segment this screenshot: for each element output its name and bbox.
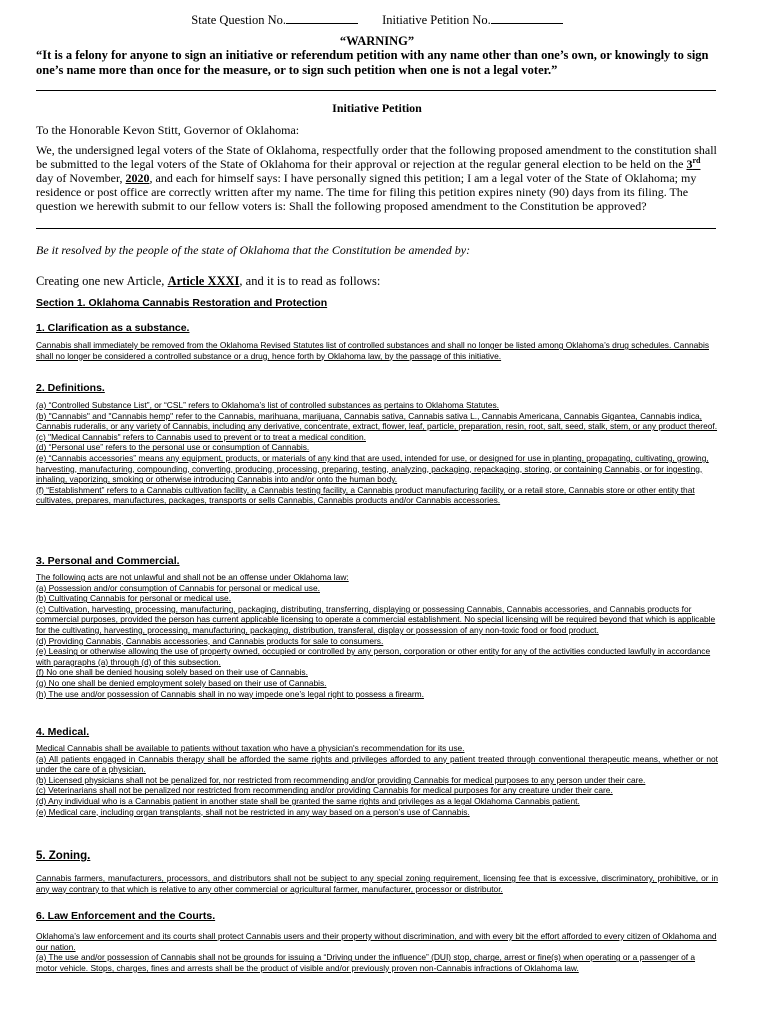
- definition-item: (d) “Personal use” refers to the personal use or consumption of Cannabis.: [36, 442, 310, 453]
- definition-item: (b) "Cannabis" and "Cannabis hemp" refer to the Cannabis, marihuana, marijuana, Cannabis sativa, Cannabis sativa L., Cannabis Americana, Cannabis Gigantea, Cannabis indica, Cannabis ruderalis, or any variety of Cannabis, including any derivative, concentrate, extract, flower, leaf, particle, preparation, resin, root, salt, seed, stalk, stem, or any product thereof.: [36, 410, 718, 432]
- definition-item: (c) "Medical Cannabis" refers to Cannabis used to prevent or to treat a medical condition.: [36, 431, 366, 442]
- definition-item: (a) “Controlled Substance List”, or “CSL” refers to Oklahoma’s list of controlled substances as pertains to Oklahoma Statutes.: [36, 400, 500, 410]
- permitted-act: (h) The use and/or possession of Cannabis shall in no way impede one’s legal right to possess a firearm.: [36, 688, 424, 699]
- clause-6-intro: Oklahoma’s law enforcement and its courts shall protect Cannabis users and their property without discrimination, and with every bit the effort afforded to every citizen of Oklahoma and our nation.: [36, 931, 717, 952]
- medical-item: (e) Medical care, including organ transplants, shall not be restricted in any way based on a person’s use of Cannabis.: [36, 806, 470, 817]
- clause-2-heading: 2. Definitions.: [36, 382, 105, 394]
- warning-text: “It is a felony for anyone to sign an initiative or referendum petition with any name other than one’s own, or knowingly to sign one’s name more than once for the measure, or to sign such petition when one is not a legal voter.”: [36, 48, 709, 77]
- clause-3-list: [36, 572, 718, 699]
- permitted-act: (a) Possession and/or consumption of Cannabis for personal or medical use.: [36, 582, 320, 593]
- warning-title: “WARNING”: [339, 34, 415, 48]
- state-question-blank: [286, 12, 358, 24]
- permitted-act: (b) Cultivating Cannabis for personal or medical use.: [36, 593, 232, 604]
- divider: [36, 90, 716, 91]
- clause-4-intro: Medical Cannabis shall be available to patients without taxation who have a physician's recommendation for its use.: [36, 743, 465, 753]
- divider: [36, 228, 716, 229]
- clause-4-list: [36, 743, 718, 817]
- addressee-line: To the Honorable Kevon Stitt, Governor of Oklahoma:: [36, 123, 300, 137]
- law-item: (a) The use and/or possession of Cannabis shall not be grounds for issuing a “Driving under the influence” (DUI) stop, charge, arrest or fine(s) when operating or a passenger of a motor vehicle. Stops, charges, fines and arrests shall be the product of visible and/or previously proven non-Cannabis infractions of Oklahoma law.: [36, 952, 696, 973]
- permitted-act: (c) Cultivation, harvesting, processing, manufacturing, packaging, distributing, transferring, displaying or possessing Cannabis, Cannabis accessories, and Cannabis products for commercial purposes, provided the person has current applicable licensing to operate a commercial establishment. No special licensing will be required beyond that which is applicable for the cultivating, harvesting, processing, manufacturing, packaging, distribution, transferal, display or possession of any non-toxic food or food product.: [36, 603, 716, 635]
- permitted-act: (d) Providing Cannabis, Cannabis accessories, and Cannabis products for sale to consumers.: [36, 635, 384, 646]
- section-1-title: Section 1. Oklahoma Cannabis Restoration and Protection: [36, 297, 328, 309]
- medical-item: (d) Any individual who is a Cannabis patient in another state shall be granted the same rights and privileges as a legal Oklahoma Cannabis patient.: [36, 795, 580, 806]
- clause-4-heading: 4. Medical.: [36, 726, 90, 738]
- initiative-petition-label: Initiative Petition No.: [382, 13, 491, 27]
- state-question-label: State Question No.: [191, 13, 287, 27]
- clause-1-heading: 1. Clarification as a substance.: [36, 322, 190, 334]
- clause-6-heading: 6. Law Enforcement and the Courts.: [36, 910, 216, 922]
- petition-body-part: We, the undersigned legal voters of the State of Oklahoma, respectfully order that the following proposed amendment to the constitution shall be submitted to the legal voters of the State of Oklahoma for their approval or rejection at the regular general election to be held on the: [36, 143, 717, 171]
- clause-1-text: Cannabis shall immediately be removed from the Oklahoma Revised Statutes list of controlled substances and shall no longer be listed among Oklahoma’s drug schedules. Cannabis shall no longer be considered a controlled substance or a drug, hence forth by Oklahoma law, by the passage of this initiative.: [36, 340, 710, 361]
- permitted-act: (e) Leasing or otherwise allowing the use of property owned, occupied or controlled by any person, corporation or other entity for any of the activities conducted lawfully in accordance with paragraphs (a) through (d) of this subsection.: [36, 646, 711, 667]
- election-year: 2020: [125, 171, 150, 185]
- permitted-act: (f) No one shall be denied housing solely based on their use of Cannabis.: [36, 667, 308, 678]
- petition-title: Initiative Petition: [332, 101, 422, 115]
- clause-2-list: [36, 400, 718, 506]
- petition-body: [36, 143, 718, 213]
- clause-3-heading: 3. Personal and Commercial.: [36, 555, 180, 567]
- clause-6-list: [36, 931, 718, 973]
- definition-item: (e) “Cannabis accessories” means any equipment, products, or materials of any kind that are used, intended for use, or designed for use in planting, propagating, cultivating, growing, harvesting, manufacturing, compounding, converting, producing, processing, preparing, testing, analyzing, packaging, repackaging, storing, or containing Cannabis, or for ingesting, inhaling, vaporizing, smoking or otherwise introducing Cannabis into and/or onto the human body.: [36, 452, 709, 485]
- medical-item: (c) Veterinarians shall not be penalized nor restricted from recommending and/or providing Cannabis for medical purposes for any creature under their care.: [36, 785, 613, 796]
- clause-3-intro: The following acts are not unlawful and shall not be an offense under Oklahoma law:: [36, 572, 349, 582]
- definition-item: (f) “Establishment” refers to a Cannabis cultivation facility, a Cannabis testing facility, a Cannabis product manufacturing facility, or a retail store, Cannabis store or other entity that cultivates, prepares, manufactures, packages, transports or sells Cannabis, Cannabis products and/or Cannabis accessories.: [36, 484, 695, 506]
- creating-article-line: Creating one new Article, Article XXXI, and it is to read as follows:: [36, 274, 381, 288]
- medical-item: (b) Licensed physicians shall not be penalized for, nor restricted from recommending and/or providing Cannabis for medical purposes to any person under their care.: [36, 774, 646, 785]
- clause-5-heading: 5. Zoning.: [36, 850, 91, 862]
- resolution-line: Be it resolved by the people of the state of Oklahoma that the Constitution be amended by:: [36, 243, 471, 257]
- petition-body-part: day of November,: [36, 171, 126, 185]
- medical-item: (a) All patients engaged in Cannabis therapy shall be afforded the same rights and privileges afforded to any patient treated through conventional therapeutic means, whether or not under the care of a physician.: [36, 753, 718, 775]
- initiative-petition-blank: [491, 12, 563, 24]
- clause-5-text: Cannabis farmers, manufacturers, processors, and distributors shall not be subject to any special zoning requirement, licensing fee that is excessive, discriminatory, prohibitive, or in any way contrary to that which is relative to any other commercial or agricultural farmer, manufacturer, processor or distributor.: [36, 873, 718, 894]
- permitted-act: (g) No one shall be denied employment solely based on their use of Cannabis.: [36, 677, 327, 688]
- header-line: [36, 12, 718, 28]
- article-number: Article XXXI: [167, 274, 240, 288]
- election-day: 3rd: [686, 156, 701, 171]
- petition-body-part: , and each for himself says: I have personally signed this petition; I am a legal voter of the State of Oklahoma; my residence or post office are correctly written after my name. The time for filing this petition expires ninety (90) days from its filing. The question we herewith submit to our fellow voters is: Shall the following proposed amendment to the Constitution be approved?: [36, 171, 697, 213]
